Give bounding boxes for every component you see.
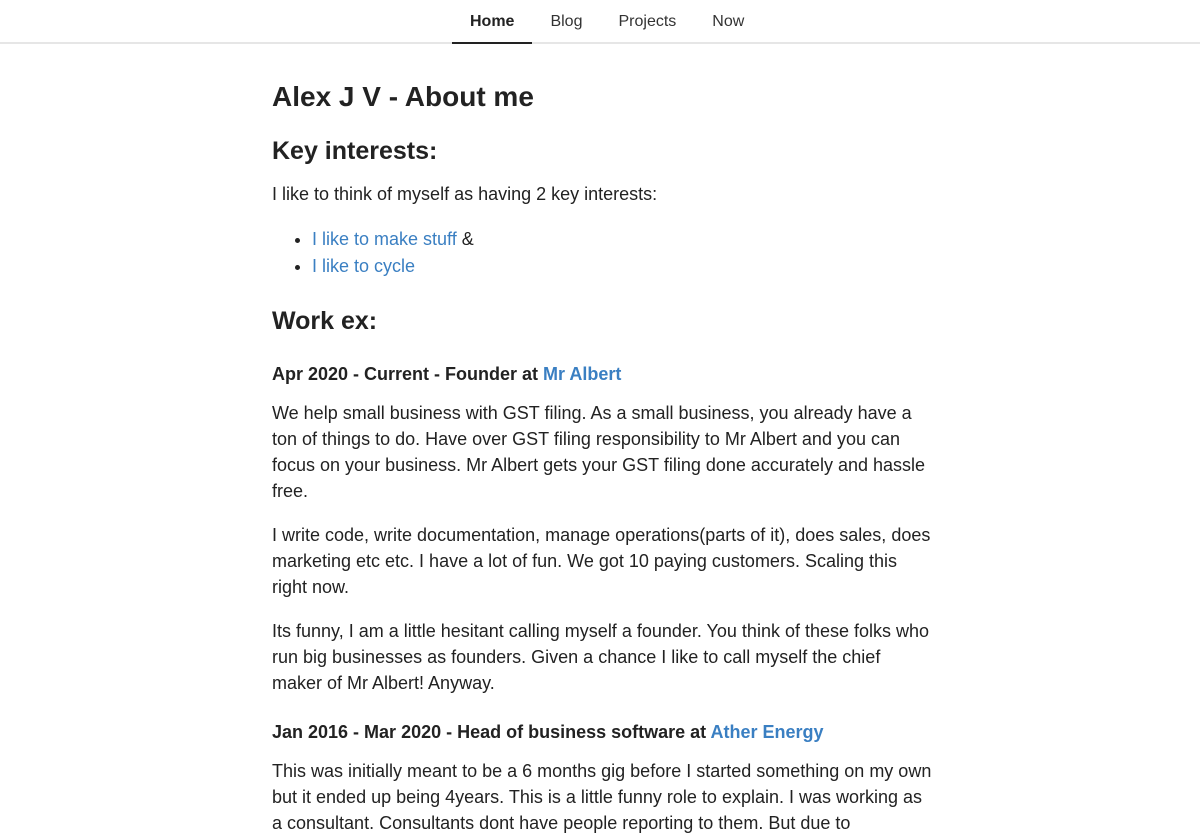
- nav-home[interactable]: Home: [452, 0, 532, 44]
- job-title: [272, 361, 932, 387]
- list-item: [312, 226, 932, 253]
- page-title: Alex J V - About me: [272, 81, 534, 112]
- nav-blog[interactable]: Blog: [550, 13, 583, 30]
- job-paragraph: This was initially meant to be a 6 months gig before I started something on my own but it ended up being 4years. This is a little funny role to explain. I was working as a consultant. Consultants dont have people reporting to them. But due to: [272, 761, 932, 833]
- list-item-suffix: &: [456, 229, 474, 249]
- job-title: [272, 719, 932, 745]
- interests-list: [272, 226, 932, 280]
- list-item: [312, 253, 932, 280]
- nav-now[interactable]: Now: [712, 13, 745, 30]
- job-title-text: Jan 2016 - Mar 2020 - Head of business software at: [272, 722, 711, 742]
- nav-projects[interactable]: Projects: [618, 13, 677, 30]
- cycle-link[interactable]: I like to cycle: [312, 256, 416, 276]
- ather-energy-link[interactable]: Ather Energy: [710, 722, 824, 742]
- key-interests-intro: I like to think of myself as having 2 key interests:: [272, 184, 658, 204]
- make-stuff-link[interactable]: I like to make stuff: [312, 229, 457, 249]
- job-paragraph: I write code, write documentation, manage operations(parts of it), does sales, does marketing etc etc. I have a lot of fun. We got 10 paying customers. Scaling this right now.: [272, 525, 931, 597]
- job-title-text: Apr 2020 - Current - Founder at: [272, 364, 544, 384]
- job-paragraph: Its funny, I am a little hesitant calling myself a founder. You think of these folks who run big businesses as founders. Given a chance I like to call myself the chief maker of Mr Albert! Anyway.: [272, 621, 930, 693]
- job-paragraph: We help small business with GST filing. As a small business, you already have a ton of things to do. Have over GST filing responsibility to Mr Albert and you can focus on your business. Mr Albert gets your GST filing done accurately and hassle free.: [272, 403, 926, 501]
- key-interests-heading: Key interests:: [272, 137, 438, 165]
- mr-albert-link[interactable]: Mr Albert: [543, 364, 622, 384]
- nav-menu: [452, 0, 762, 44]
- top-navigation: [0, 0, 1200, 44]
- main-content: [272, 72, 932, 836]
- work-ex-heading: Work ex:: [272, 307, 378, 335]
